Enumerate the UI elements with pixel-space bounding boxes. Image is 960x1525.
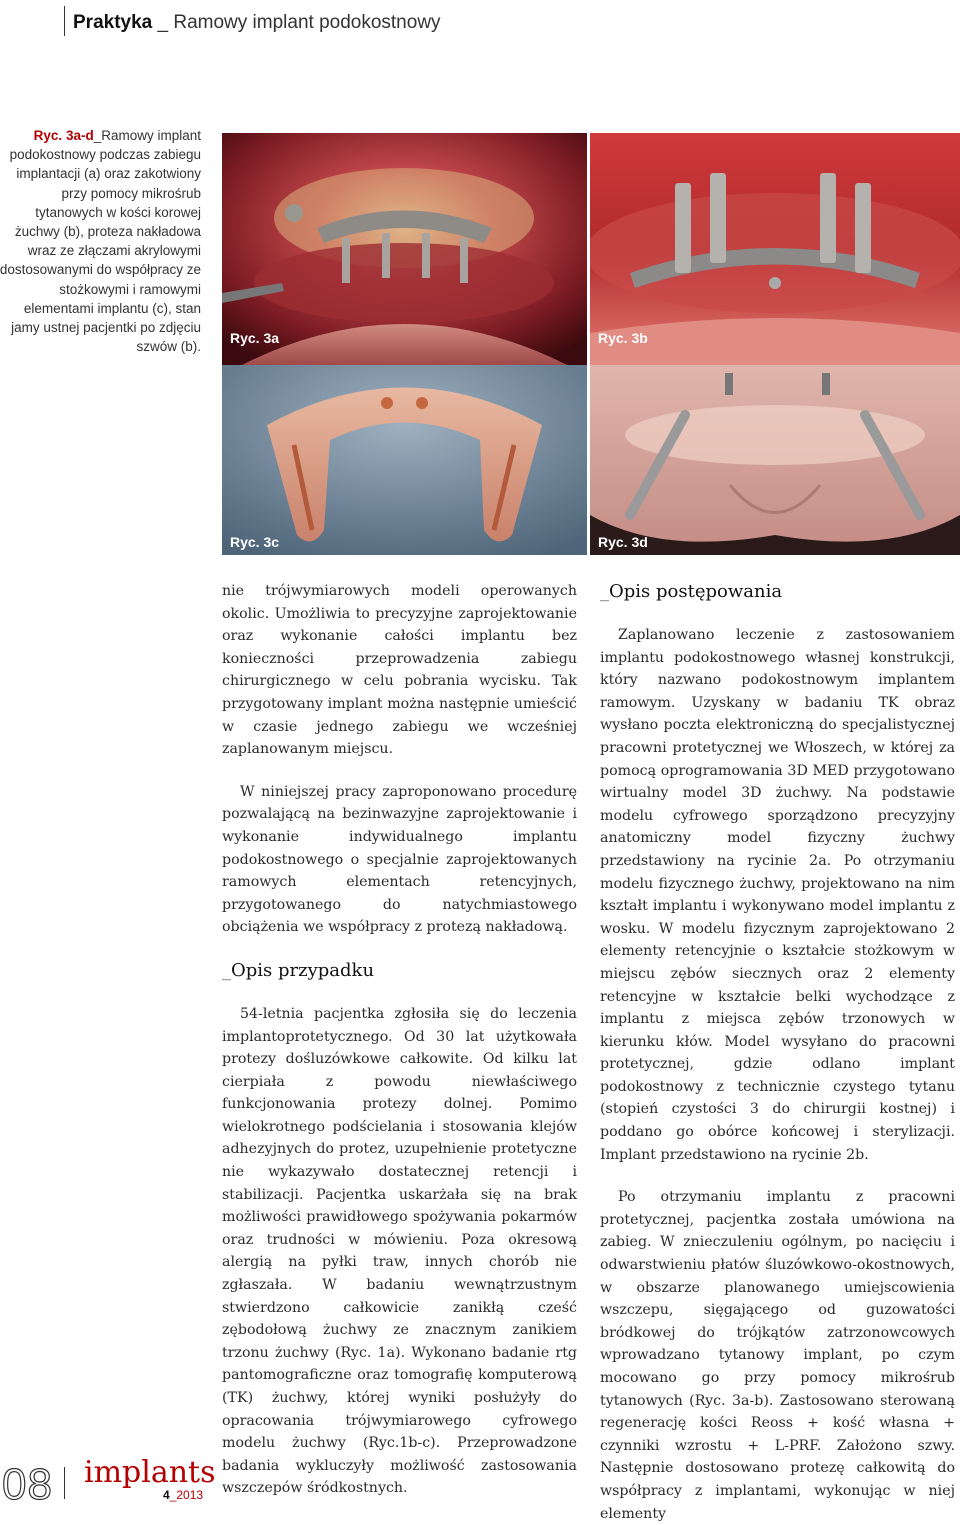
section-name: Praktyka xyxy=(73,12,153,33)
page-footer xyxy=(0,1452,960,1509)
footer-divider xyxy=(64,1467,65,1499)
issue-separator: _ xyxy=(169,1488,177,1502)
figure-label-3c: Ryc. 3c xyxy=(230,534,280,550)
paragraph: Po otrzymaniu implantu z pracowni protetycznej, pacjentka została umówiona na zabieg. W znieczuleniu ogólnym, po nacięciu i odwarstwieniu płatów śluzówkowo-okostnowych, w obszarze planowanego umiejscowienia wszczepu, sięgającego od guzowatości bródkowej do trójkątów zatrzonowcowych wprowadzano tytanowy implant, po czym mocowano go przy pomocy mikrośrub tytanowych (Ryc. 3a-b). Zastosowano sterowaną regenerację kości Reoss + kość własna + czynniki wzrostu + L-PRF. Założono szwy. Następnie dostosowano protezę całkowitą do współpracy z implantami, wykonując w niej elementy xyxy=(600,1189,955,1522)
heading-text: Opis postępowania xyxy=(609,581,783,602)
photo-3d-image xyxy=(590,365,960,555)
magazine-logo: implants xyxy=(84,1455,216,1490)
photo-3c xyxy=(222,365,587,555)
text-column-middle xyxy=(222,580,577,1500)
caption-text: _Ramowy implant podokostnowy podczas zabiegu implantacji (a) oraz zakotwiony przy pomocy mikrośrub tytanowych w kości korowej żuchwy (b), proteza nakładowa wraz ze złączami akrylowymi dostosowanymi do współpracy ze stożkowymi i ramowymi elementami implantu (c), stan jamy ustnej pacjentki po zdjęciu szwów (b). xyxy=(0,128,201,355)
page-number: 08 xyxy=(2,1460,53,1509)
caption-lead: Ryc. 3a-d xyxy=(33,128,94,143)
photo-3c-image xyxy=(222,365,587,555)
paragraph: nie trójwymiarowych modeli operowanych okolic. Umożliwia to precyzyjne zaprojektowanie oraz wykonanie całości implantu bez konieczności przeprowadzenia zabiegu chirurgicznego w celu pobrania wycisku. Tak przygotowany implant można następnie umieścić w czasie jednego zabiegu we wcześniej zaplanowanym miejscu. xyxy=(222,583,577,758)
section-heading xyxy=(222,959,577,983)
heading-prefix: _ xyxy=(600,581,609,602)
paragraph: W niniejszej pracy zaproponowano procedurę pozwalającą na bezinwazyjne zaprojektowanie i wykonanie indywidualnego implantu podokostnowego o specjalnie zaprojektowanych ramowych elementach retencyjnych, przygotowanego do natychmiastowego obciążenia we współpracy z protezą nakładową. xyxy=(222,783,577,936)
issue-year: 2013 xyxy=(176,1488,204,1502)
header-divider xyxy=(64,6,65,36)
issue-info xyxy=(163,1488,203,1502)
figure-label-3d: Ryc. 3d xyxy=(598,534,648,550)
heading-prefix: _ xyxy=(222,959,231,981)
figure-label-3a: Ryc. 3a xyxy=(230,330,280,346)
text-column-right xyxy=(600,580,955,1525)
page-header xyxy=(0,0,960,50)
paragraph: Zaplanowano leczenie z zastosowaniem implantu podokostnowego własnej konstrukcji, który nazwano podokostnowym implantem ramowym. Uzyskany w badaniu TK obraz wysłano poczta elektroniczną do specjalistycznej pracowni protetycznej we Włoszech, w której za pomocą oprogramowania 3D MED przygotowano wirtualny model 3D żuchwy. Na podstawie modelu cyfrowego sporządzono precyzyjny anatomiczny model fizyczny żuchwy przedstawiony na rycinie 2a. Po otrzymaniu modelu fizycznego żuchwy, projektowano na nim kształt implantu i wykonywano model implantu z wosku. W modelu fizycznym zaprojektowano 2 elementy retencyjnie o kształcie stożkowym w miejscu zębów siecznych oraz 2 elementy retencyjne w kształcie belki wychodzące z implantu z miejsca zębów trzonowych w kierunku kłów. Model wysyłano do pracowni protetycznej, gdzie odlano implant podokostnowy z technicznie czystego tytanu (stopień czystości 3 do chirurgii kostnej) i poddano go obórce końcowej i sterylizacji. Implant przedstawiono na rycinie 2b. xyxy=(600,627,955,1163)
figure-label-3b: Ryc. 3b xyxy=(598,330,648,346)
heading-text: Opis przypadku xyxy=(231,959,375,981)
article-subtitle: _ Ramowy implant podokostnowy xyxy=(152,12,441,33)
photo-3d xyxy=(590,365,960,555)
figure-caption xyxy=(0,126,201,356)
paragraph: 54-letnia pacjentka zgłosiła się do leczenia implantoprotetycznego. Od 30 lat użytkowała protezy dośluzówkowe całkowite. Od kilku lat cierpiała z powodu niewłaściwego funkcjonowania protezy dolnej. Pomimo wielokrotnego podścielania i stosowania klejów adhezyjnych do protez, uzupełnienie protetyczne nie wykazywało dostatecznej retencji i stabilizacji. Pacjentka uskarżała się na brak możliwości prawidłowego spożywania pokarmów oraz trudności w mówieniu. Poza okresową alergią na pyłki traw, innych chorób nie zgłaszała. W badaniu wewnątrzustnym stwierdzono całkowicie zanikłą cześć zębodołową żuchwy ze znacznym zanikiem trzonu żuchwy (Ryc. 1a). Wykonano badanie rtg pantomograficzne oraz tomografię komputerową (TK) żuchwy, której wyniki posłużyły do opracowania trójwymiarowego cyfrowego modelu żuchwy (Ryc.1b-c). Przeprowadzone badania wykluczyły możliwość zastosowania wszczepów śródkostnych. xyxy=(222,1005,577,1497)
section-heading xyxy=(600,580,955,604)
running-title xyxy=(73,12,441,34)
issue-number: 4 xyxy=(163,1488,170,1502)
